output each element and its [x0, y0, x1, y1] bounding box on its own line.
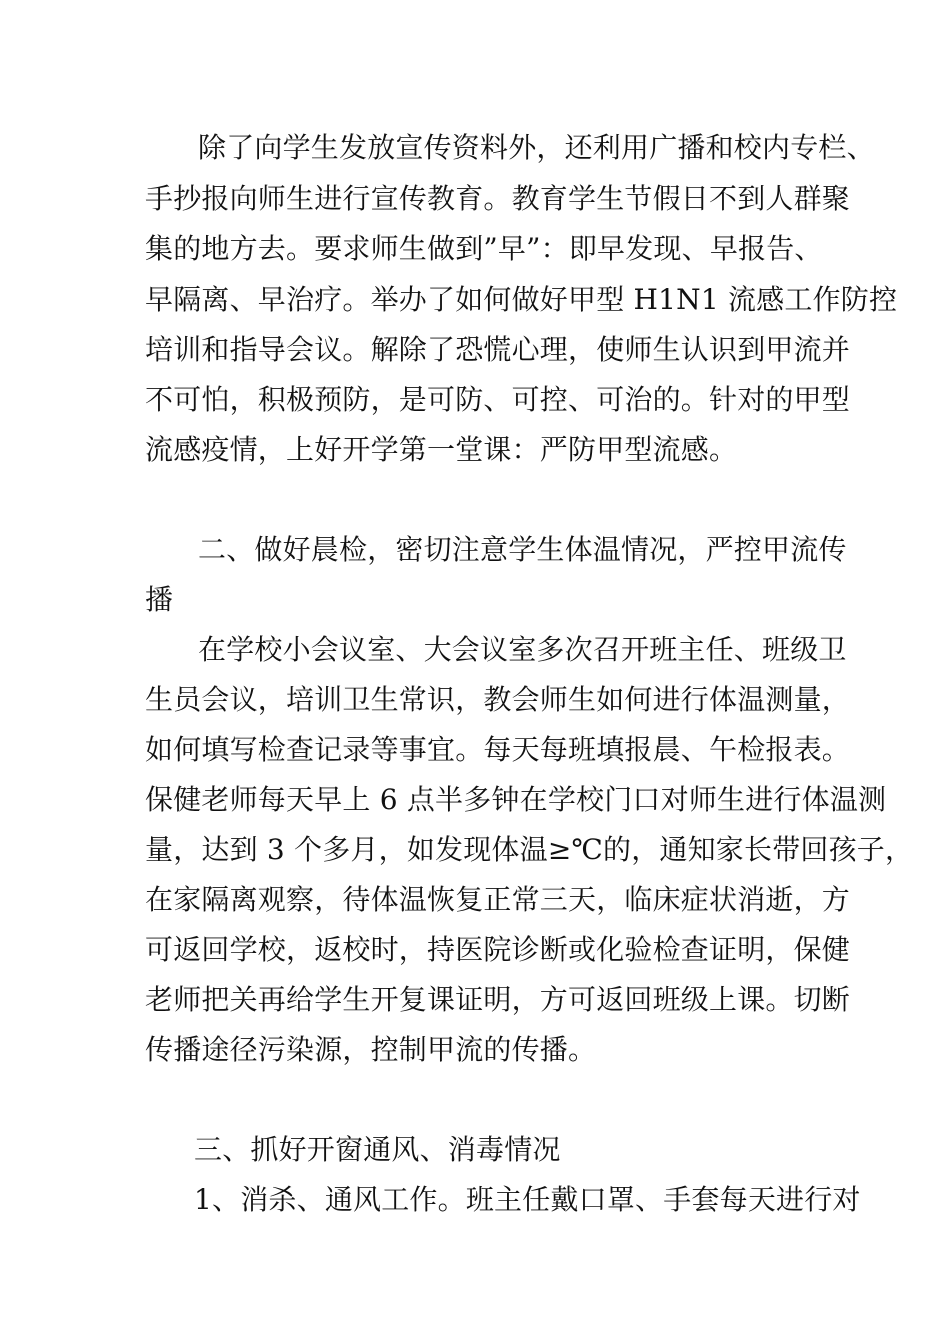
paragraph-3-line-4: 保健老师每天早上 6 点半多钟在学校门口对师生进行体温测	[145, 783, 887, 816]
paragraph-3-line-8: 老师把关再给学生开复课证明，方可返回班级上课。切断	[145, 983, 851, 1016]
paragraph-1-line-6: 不可怕，积极预防，是可防、可控、可治的。针对的甲型	[145, 383, 851, 416]
paragraph-1-line-1: 除了向学生发放宣传资料外，还利用广播和校内专栏、	[198, 131, 875, 164]
paragraph-1-line-3: 集的地方去。要求师生做到”早”：即早发现、早报告、	[145, 232, 823, 265]
paragraph-1-line-2: 手抄报向师生进行宣传教育。教育学生节假日不到人群聚	[145, 182, 851, 215]
paragraph-3-line-7: 可返回学校，返校时，持医院诊断或化验检查证明，保健	[145, 933, 851, 966]
paragraph-3-line-2: 生员会议，培训卫生常识，教会师生如何进行体温测量，	[145, 683, 851, 716]
section-3-heading: 三、抓好开窗通风、消毒情况	[194, 1133, 561, 1166]
paragraph-3-line-5: 量，达到 3 个多月，如发现体温≥℃的，通知家长带回孩子，	[145, 833, 914, 866]
paragraph-3-line-3: 如何填写检查记录等事宜。每天每班填报晨、午检报表。	[145, 733, 851, 766]
paragraph-3-line-9: 传播途径污染源，控制甲流的传播。	[145, 1033, 597, 1066]
section-2-heading-line-2: 播	[145, 583, 174, 616]
paragraph-3-line-1: 在学校小会议室、大会议室多次召开班主任、班级卫	[198, 633, 847, 666]
section-2-heading-line-1: 二、做好晨检，密切注意学生体温情况，严控甲流传	[198, 533, 847, 566]
paragraph-3-line-6: 在家隔离观察，待体温恢复正常三天，临床症状消逝，方	[145, 883, 851, 916]
paragraph-1-line-4: 早隔离、早治疗。举办了如何做好甲型 H1N1 流感工作防控	[145, 283, 898, 316]
paragraph-1-line-5: 培训和指导会议。解除了恐慌心理，使师生认识到甲流并	[145, 333, 851, 366]
paragraph-5-line-1: 1、消杀、通风工作。班主任戴口罩、手套每天进行对	[194, 1183, 861, 1216]
paragraph-1-line-7: 流感疫情，上好开学第一堂课：严防甲型流感。	[145, 433, 738, 466]
